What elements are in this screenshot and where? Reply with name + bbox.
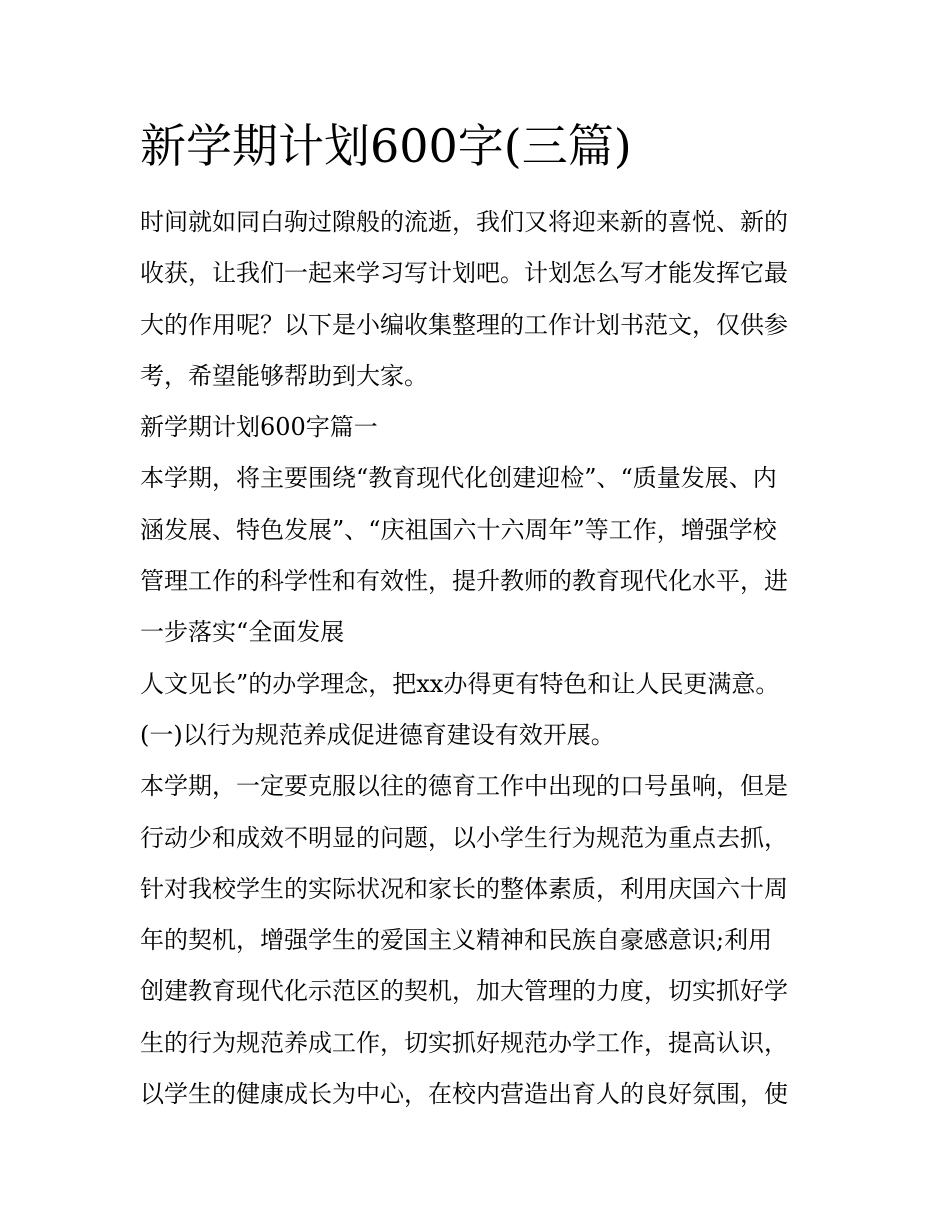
paragraph-line: 以学生的健康成长为中心，在校内营造出育人的良好氛围，使 [140, 1080, 788, 1109]
document-body [140, 197, 812, 1120]
section-heading: 新学期计划600字篇一 [140, 413, 378, 442]
paragraph-line: 针对我校学生的实际状况和家长的整体素质，利用庆国六十周 [140, 874, 788, 903]
paragraph-line: 年的契机，增强学生的爱国主义精神和民族自豪感意识;利用 [140, 926, 773, 955]
subsection-heading: (一)以行为规范养成促进德育建设有效开展。 [140, 720, 615, 749]
paragraph-line: 生的行为规范养成工作，切实抓好规范办学工作，提高认识， [140, 1028, 788, 1057]
paragraph-line: 创建教育现代化示范区的契机，加大管理的力度，切实抓好学 [140, 977, 788, 1006]
document-title: 新学期计划600字(三篇) [140, 119, 632, 173]
paragraph-line: 一步落实“全面发展 [140, 618, 345, 647]
paragraph-line: 人文见长”的办学理念，把xx办得更有特色和让人民更满意。 [140, 669, 780, 698]
paragraph-line: 本学期，一定要克服以往的德育工作中出现的口号虽响，但是 [140, 772, 788, 801]
paragraph-line: 收获，让我们一起来学习写计划吧。计划怎么写才能发挥它最 [140, 259, 788, 288]
paragraph-line: 大的作用呢？以下是小编收集整理的工作计划书范文，仅供参 [140, 310, 788, 339]
paragraph-line: 涵发展、特色发展”、“庆祖国六十六周年”等工作，增强学校 [140, 515, 777, 544]
paragraph-line: 管理工作的科学性和有效性，提升教师的教育现代化水平，进 [140, 567, 788, 596]
paragraph-line: 行动少和成效不明显的问题，以小学生行为规范为重点去抓， [140, 823, 788, 852]
paragraph-line: 考，希望能够帮助到大家。 [140, 361, 428, 390]
paragraph-line: 本学期，将主要围绕“教育现代化创建迎检”、“质量发展、内 [140, 464, 777, 493]
paragraph-line: 时间就如同白驹过隙般的流逝，我们又将迎来新的喜悦、新的 [140, 208, 788, 236]
